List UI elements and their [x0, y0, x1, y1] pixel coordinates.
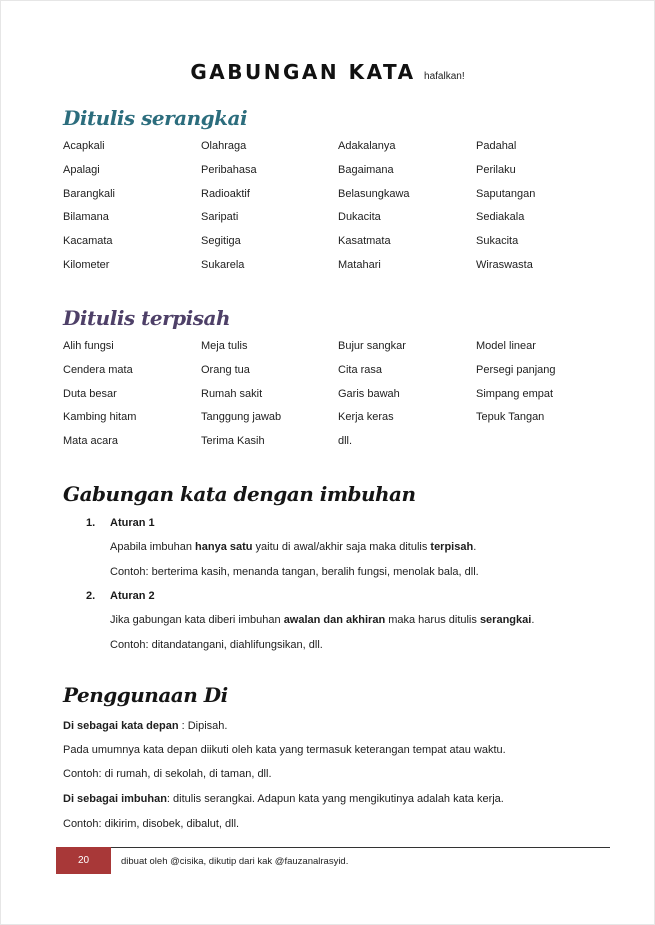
heading-imbuhan: Gabungan kata dengan imbuhan — [63, 482, 416, 506]
rule-2-desc-text: . — [531, 614, 535, 626]
di-kata-depan-label: Di sebagai kata depan — [63, 720, 179, 732]
terpisah-word: Kerja keras — [338, 411, 394, 424]
rule-2-desc-text: Jika gabungan kata diberi imbuhan — [110, 614, 284, 626]
rule-2-desc-bold: awalan dan akhiran — [283, 614, 386, 626]
title-main: GABUNGAN KATA — [190, 60, 416, 84]
rule-2-title: Aturan 2 — [110, 590, 155, 602]
rule-1-desc-text: . — [473, 541, 477, 553]
serangkai-word: Sediakala — [476, 211, 525, 224]
terpisah-word: Cendera mata — [63, 363, 133, 376]
serangkai-word: Radioaktif — [201, 187, 250, 200]
serangkai-word: Matahari — [338, 259, 381, 271]
rule-2-desc-bold: serangkai — [479, 614, 532, 626]
rule-2-example: Contoh: ditandatangani, diahlifungsikan, dll. — [110, 639, 323, 651]
rule-1-title: Aturan 1 — [110, 517, 155, 529]
serangkai-word: Apalagi — [63, 163, 100, 176]
terpisah-word: Duta besar — [63, 387, 117, 400]
terpisah-word: Tepuk Tangan — [476, 411, 545, 424]
rule-1-example: Contoh: berterima kasih, menanda tangan, beralih fungsi, menolak bala, dll. — [110, 566, 479, 578]
serangkai-word: Kilometer — [63, 259, 110, 271]
serangkai-word: Dukacita — [338, 211, 381, 224]
terpisah-word: Cita rasa — [338, 363, 383, 376]
serangkai-word: Kasatmata — [338, 235, 391, 248]
serangkai-word: Barangkali — [63, 187, 115, 200]
heading-terpisah: Ditulis terpisah — [63, 306, 230, 330]
rule-2-description — [110, 614, 534, 626]
di-kata-depan-line — [63, 720, 227, 732]
di-imbuhan-line — [63, 793, 504, 805]
rule-1-desc-text: Apabila imbuhan — [110, 541, 196, 553]
serangkai-word: Wiraswasta — [476, 259, 533, 271]
serangkai-word: Belasungkawa — [338, 187, 410, 200]
terpisah-word: Kambing hitam — [63, 411, 137, 424]
document-title — [0, 60, 655, 84]
page-number-box — [56, 847, 111, 874]
serangkai-word: Padahal — [476, 140, 517, 152]
terpisah-word: Garis bawah — [338, 387, 400, 400]
rule-1-desc-text: yaitu di awal/akhir saja maka ditulis — [252, 541, 431, 553]
terpisah-word: dll. — [338, 435, 353, 448]
di-imbuhan-label: Di sebagai imbuhan — [63, 793, 167, 805]
di-imbuhan-rule: : ditulis serangkai. Adapun kata yang mengikutinya adalah kata kerja. — [166, 793, 504, 805]
rule-1-number: 1. — [86, 517, 96, 529]
terpisah-word: Meja tulis — [201, 340, 248, 352]
footer-rule — [111, 847, 610, 848]
serangkai-word: Bagaimana — [338, 163, 394, 176]
rule-2-number: 2. — [86, 590, 96, 602]
serangkai-word: Saputangan — [476, 187, 536, 200]
serangkai-word: Saripati — [201, 211, 239, 224]
serangkai-word: Perilaku — [476, 163, 516, 176]
terpisah-word: Mata acara — [63, 435, 119, 448]
terpisah-word: Alih fungsi — [63, 340, 114, 352]
terpisah-word: Persegi panjang — [476, 363, 556, 376]
terpisah-word: Rumah sakit — [201, 387, 263, 400]
footer-credit: dibuat oleh @cisika, dikutip dari kak @fauzanalrasyid. — [121, 856, 349, 867]
serangkai-word: Acapkali — [63, 140, 105, 152]
di-kata-depan-explanation: Pada umumnya kata depan diikuti oleh kata yang termasuk keterangan tempat atau waktu. — [63, 744, 506, 756]
serangkai-word: Kacamata — [63, 235, 113, 248]
serangkai-word: Sukarela — [201, 259, 245, 271]
heading-serangkai: Ditulis serangkai — [63, 106, 248, 130]
title-subtitle: hafalkan! — [424, 71, 465, 82]
serangkai-word: Sukacita — [476, 235, 519, 248]
di-kata-depan-rule: : Dipisah. — [178, 720, 228, 732]
terpisah-word: Tanggung jawab — [201, 411, 282, 424]
rule-1-desc-bold: hanya satu — [195, 541, 253, 553]
serangkai-word: Adakalanya — [338, 140, 396, 152]
rule-1-desc-bold: terpisah — [430, 541, 474, 553]
terpisah-word: Bujur sangkar — [338, 340, 406, 352]
heading-penggunaan-di: Penggunaan Di — [63, 683, 228, 707]
terpisah-word: Model linear — [476, 340, 536, 352]
terpisah-word: Terima Kasih — [201, 435, 265, 448]
di-imbuhan-example: Contoh: dikirim, disobek, dibalut, dll. — [63, 818, 240, 830]
rule-2-desc-text: maka harus ditulis — [385, 614, 480, 626]
serangkai-word: Bilamana — [63, 211, 109, 224]
serangkai-word: Segitiga — [201, 235, 241, 248]
terpisah-word: Orang tua — [201, 363, 250, 376]
di-kata-depan-example: Contoh: di rumah, di sekolah, di taman, dll. — [63, 768, 272, 780]
serangkai-word: Olahraga — [201, 140, 247, 152]
page-number: 20 — [77, 855, 90, 866]
serangkai-word: Peribahasa — [201, 163, 257, 176]
rule-1-description — [110, 541, 476, 553]
terpisah-word: Simpang empat — [476, 387, 554, 400]
